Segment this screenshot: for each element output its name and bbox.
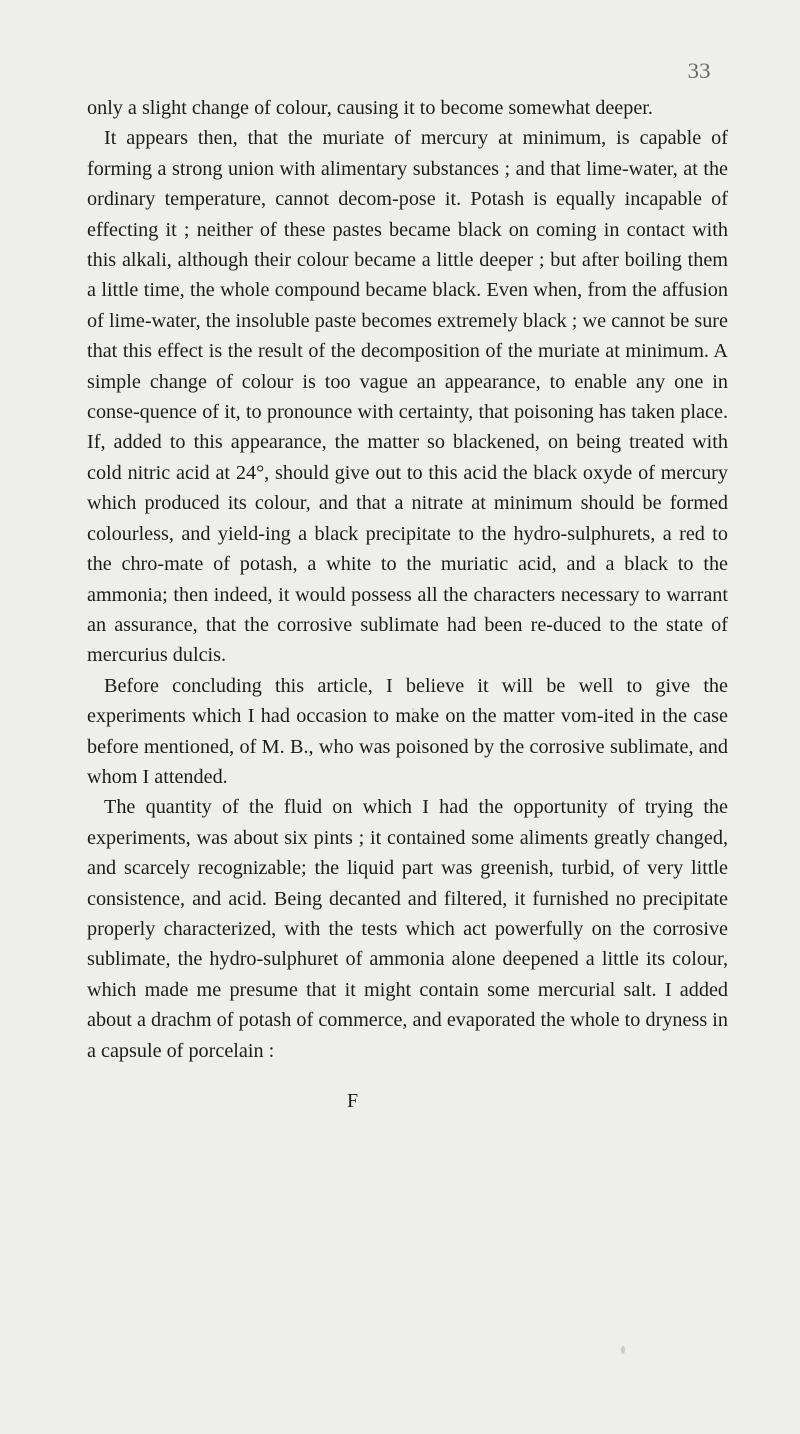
paper-speck [621, 1346, 625, 1354]
paper-speck [412, 708, 414, 710]
page-number: 33 [687, 58, 711, 83]
paragraph-fluid-experiments: The quantity of the fluid on which I had the opportunity of trying the experiments, was about six pints ; it contained some aliments greatly changed, and scarcely recognizable; the liquid part was greenish, turbid, of very little consistence, and acid. Being decanted and filtered, it furnished no precipitate properly characterized, with the tests which act powerfully on the corrosive sublimate, the hydro-sulphuret of ammonia alone deepened a little its colour, which made me presume that it might contain some mercurial salt. I added about a drachm of potash of commerce, and evaporated the whole to dryness in a capsule of porcelain : [87, 796, 728, 1062]
body-text [87, 93, 728, 1066]
paragraph-continuation: only a slight change of colour, causing it to become somewhat deeper. [87, 97, 653, 119]
signature-mark: F [347, 1090, 359, 1112]
paragraph-muriate-analysis: It appears then, that the muriate of mercury at minimum, is capable of forming a strong union with alimentary substances ; and that lime-water, at the ordinary temperature, cannot decom-pose it. Potash is equally incapable of effecting it ; neither of these pastes became black on coming in contact with this alkali, although their colour became a little deeper ; but after boiling them a little time, the whole compound became black. Even when, from the affusion of lime-water, the insoluble paste becomes extremely black ; we cannot be sure that this effect is the result of the decomposition of the muriate at minimum. A simple change of colour is too vague an appearance, to enable any one in conse-quence of it, to pronounce with certainty, that poisoning has taken place. If, added to this appearance, the matter so blackened, on being treated with cold nitric acid at 24°, should give out to this acid the black oxyde of mercury which produced its colour, and that a nitrate at minimum should be formed colourless, and yield-ing a black precipitate to the hydro-sulphurets, a red to the chro-mate of potash, a white to the muriatic acid, and a black to the ammonia; then indeed, it would possess all the characters necessary to warrant an assurance, that the corrosive sublimate had been re-duced to the state of mercurius dulcis. [87, 127, 728, 667]
paragraph-concluding-article: Before concluding this article, I believe it will be well to give the experiments which I had occasion to make on the matter vom-ited in the case before mentioned, of M. B., who was poisoned by the corrosive sublimate, and whom I attended. [87, 674, 728, 788]
